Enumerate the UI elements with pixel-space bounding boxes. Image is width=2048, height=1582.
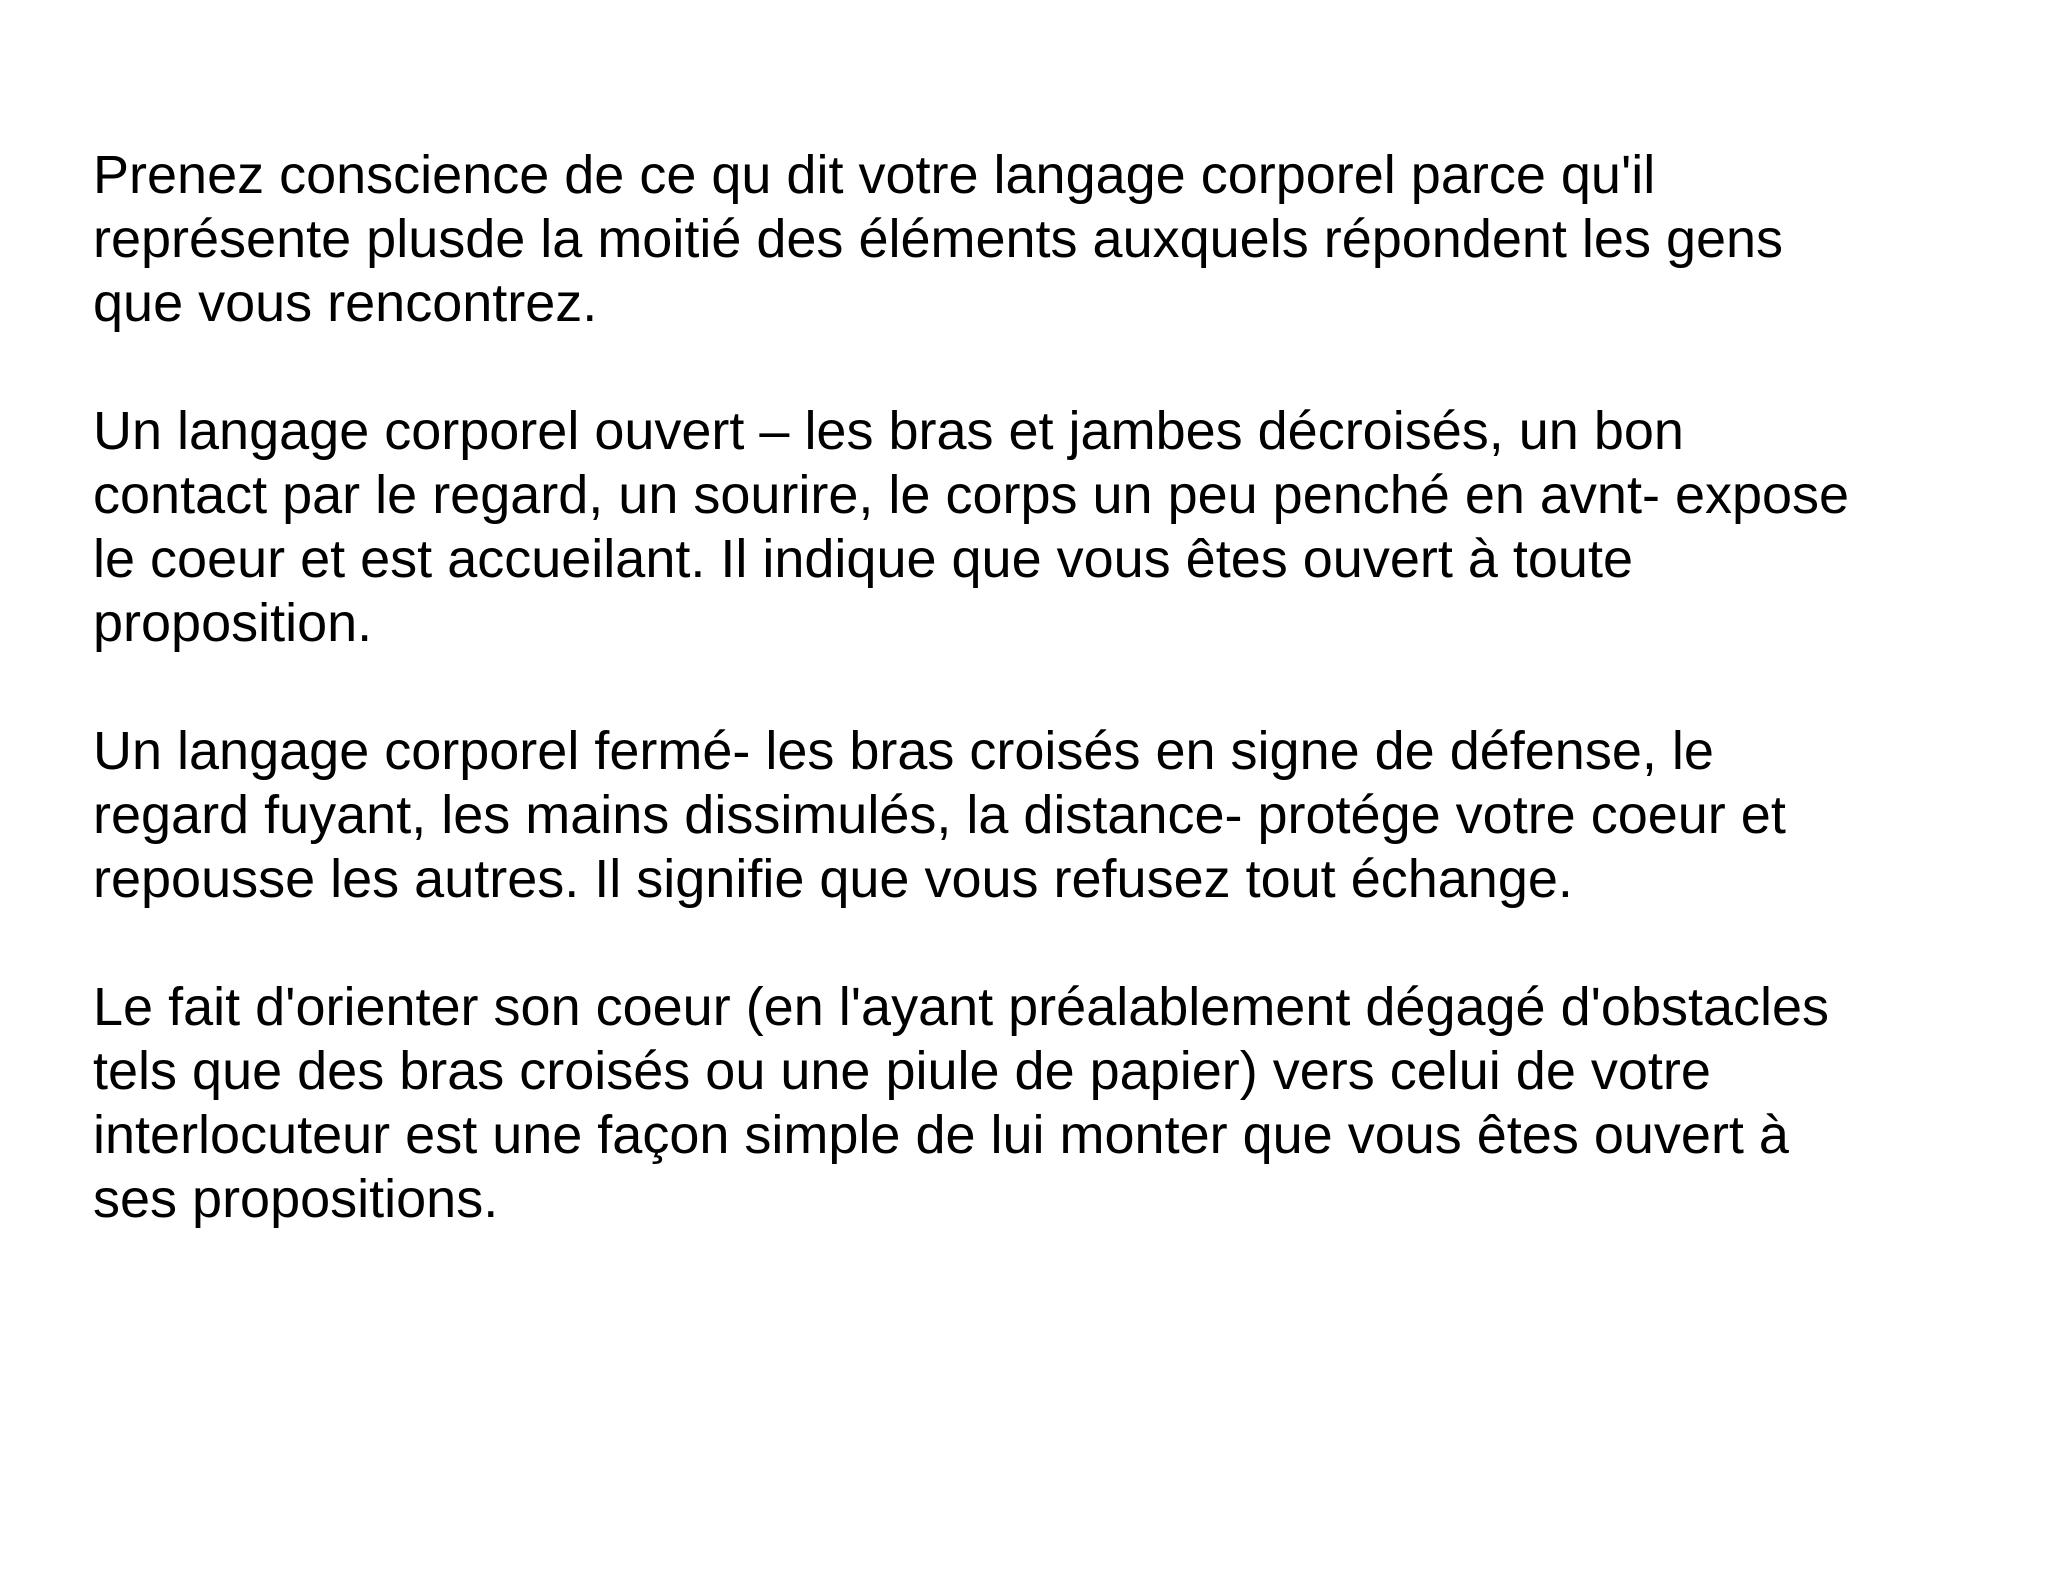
text-line: contact par le regard, un sourire, le corps un peu penché en avnt- expose: [93, 465, 1850, 525]
text-line: proposition.: [93, 593, 373, 653]
paragraph-body-language-awareness: [93, 143, 1993, 335]
paragraph-open-body-language: [93, 399, 1993, 655]
text-line: Prenez conscience de ce qu dit votre langage corporel parce qu'il: [93, 145, 1656, 205]
text-line: représente plusde la moitié des éléments auxquels répondent les gens: [93, 209, 1784, 269]
text-line: Un langage corporel ouvert – les bras et jambes décroisés, un bon: [93, 401, 1684, 461]
text-line: interlocuteur est une façon simple de lui monter que vous êtes ouvert à: [93, 1105, 1789, 1165]
text-body: [93, 143, 1993, 1295]
text-line: ses propositions.: [93, 1169, 499, 1229]
text-line: regard fuyant, les mains dissimulés, la distance- protége votre coeur et: [93, 785, 1786, 845]
text-line: Un langage corporel fermé- les bras croisés en signe de défense, le: [93, 721, 1714, 781]
text-line: le coeur et est accueilant. Il indique que vous êtes ouvert à toute: [93, 529, 1633, 589]
paragraph-heart-orientation: [93, 975, 1993, 1231]
text-line: repousse les autres. Il signifie que vous refusez tout échange.: [93, 849, 1573, 909]
text-line: que vous rencontrez.: [93, 273, 598, 333]
text-line: Le fait d'orienter son coeur (en l'ayant préalablement dégagé d'obstacles: [93, 977, 1830, 1037]
paragraph-closed-body-language: [93, 719, 1993, 911]
text-line: tels que des bras croisés ou une piule de papier) vers celui de votre: [93, 1041, 1711, 1101]
